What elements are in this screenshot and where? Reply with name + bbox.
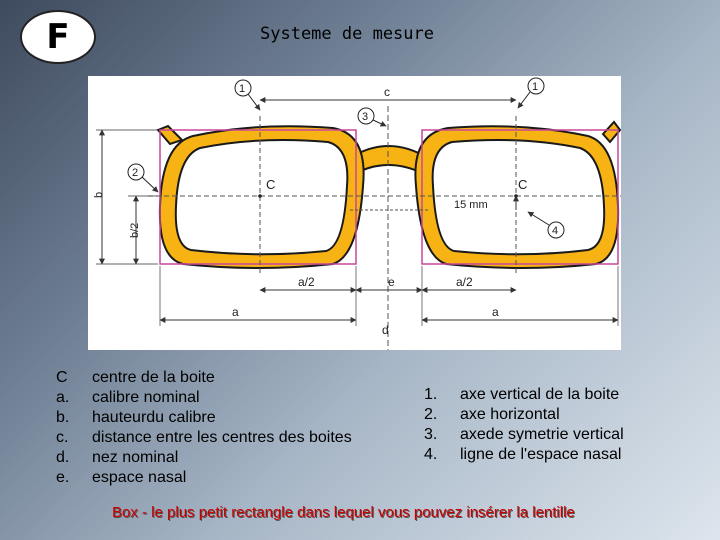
legend-left-row: d. nez nominal xyxy=(56,449,179,466)
label-C-left: C xyxy=(266,177,276,192)
marker-1-left: 1 xyxy=(239,83,246,95)
label-C-right: C xyxy=(518,177,528,192)
label-a2-right: a/2 xyxy=(456,275,473,289)
marker-1-right: 1 xyxy=(532,81,539,93)
legend-left-row: c. distance entre les centres des boites xyxy=(56,429,352,446)
measurement-diagram xyxy=(88,76,621,350)
label-d: d xyxy=(382,323,389,337)
marker-4: 4 xyxy=(552,225,559,237)
footer-note: Box - le plus petit rectangle dans lequel vous pouvez insérer la lentille xyxy=(112,504,575,521)
label-a2-left: a/2 xyxy=(298,275,315,289)
label-c: c xyxy=(384,85,390,99)
left-lens xyxy=(176,140,348,254)
legend-right-row: 2. axe horizontal xyxy=(424,406,560,423)
label-b2: b/2 xyxy=(129,222,141,238)
label-a-right: a xyxy=(492,305,499,319)
right-lens xyxy=(433,140,605,254)
label-15mm: 15 mm xyxy=(454,199,488,211)
legend-right xyxy=(424,385,624,465)
glasses-svg xyxy=(88,76,621,350)
legend-left-row: b. hauteurdu calibre xyxy=(56,409,216,426)
legend-right-row: 3. axede symetrie vertical xyxy=(424,426,624,443)
logo-badge xyxy=(20,10,96,64)
left-temple xyxy=(158,126,182,144)
left-center-dot xyxy=(258,194,262,198)
marker-3: 3 xyxy=(362,111,369,123)
legend-right-row: 4. ligne de l'espace nasal xyxy=(424,446,622,463)
label-a-left: a xyxy=(232,305,239,319)
legend-right-row: 1. axe vertical de la boite xyxy=(424,386,620,403)
label-e: e xyxy=(388,275,395,289)
legend-left-row: a. calibre nominal xyxy=(56,389,200,406)
badge-letter: F xyxy=(46,17,70,57)
legend-left-row: C centre de la boite xyxy=(56,369,215,386)
legend-left xyxy=(56,368,352,488)
marker-2: 2 xyxy=(132,167,139,179)
page-title: Systeme de mesure xyxy=(260,24,434,44)
label-b: b xyxy=(93,191,105,198)
legend-left-row: e. espace nasal xyxy=(56,469,187,486)
